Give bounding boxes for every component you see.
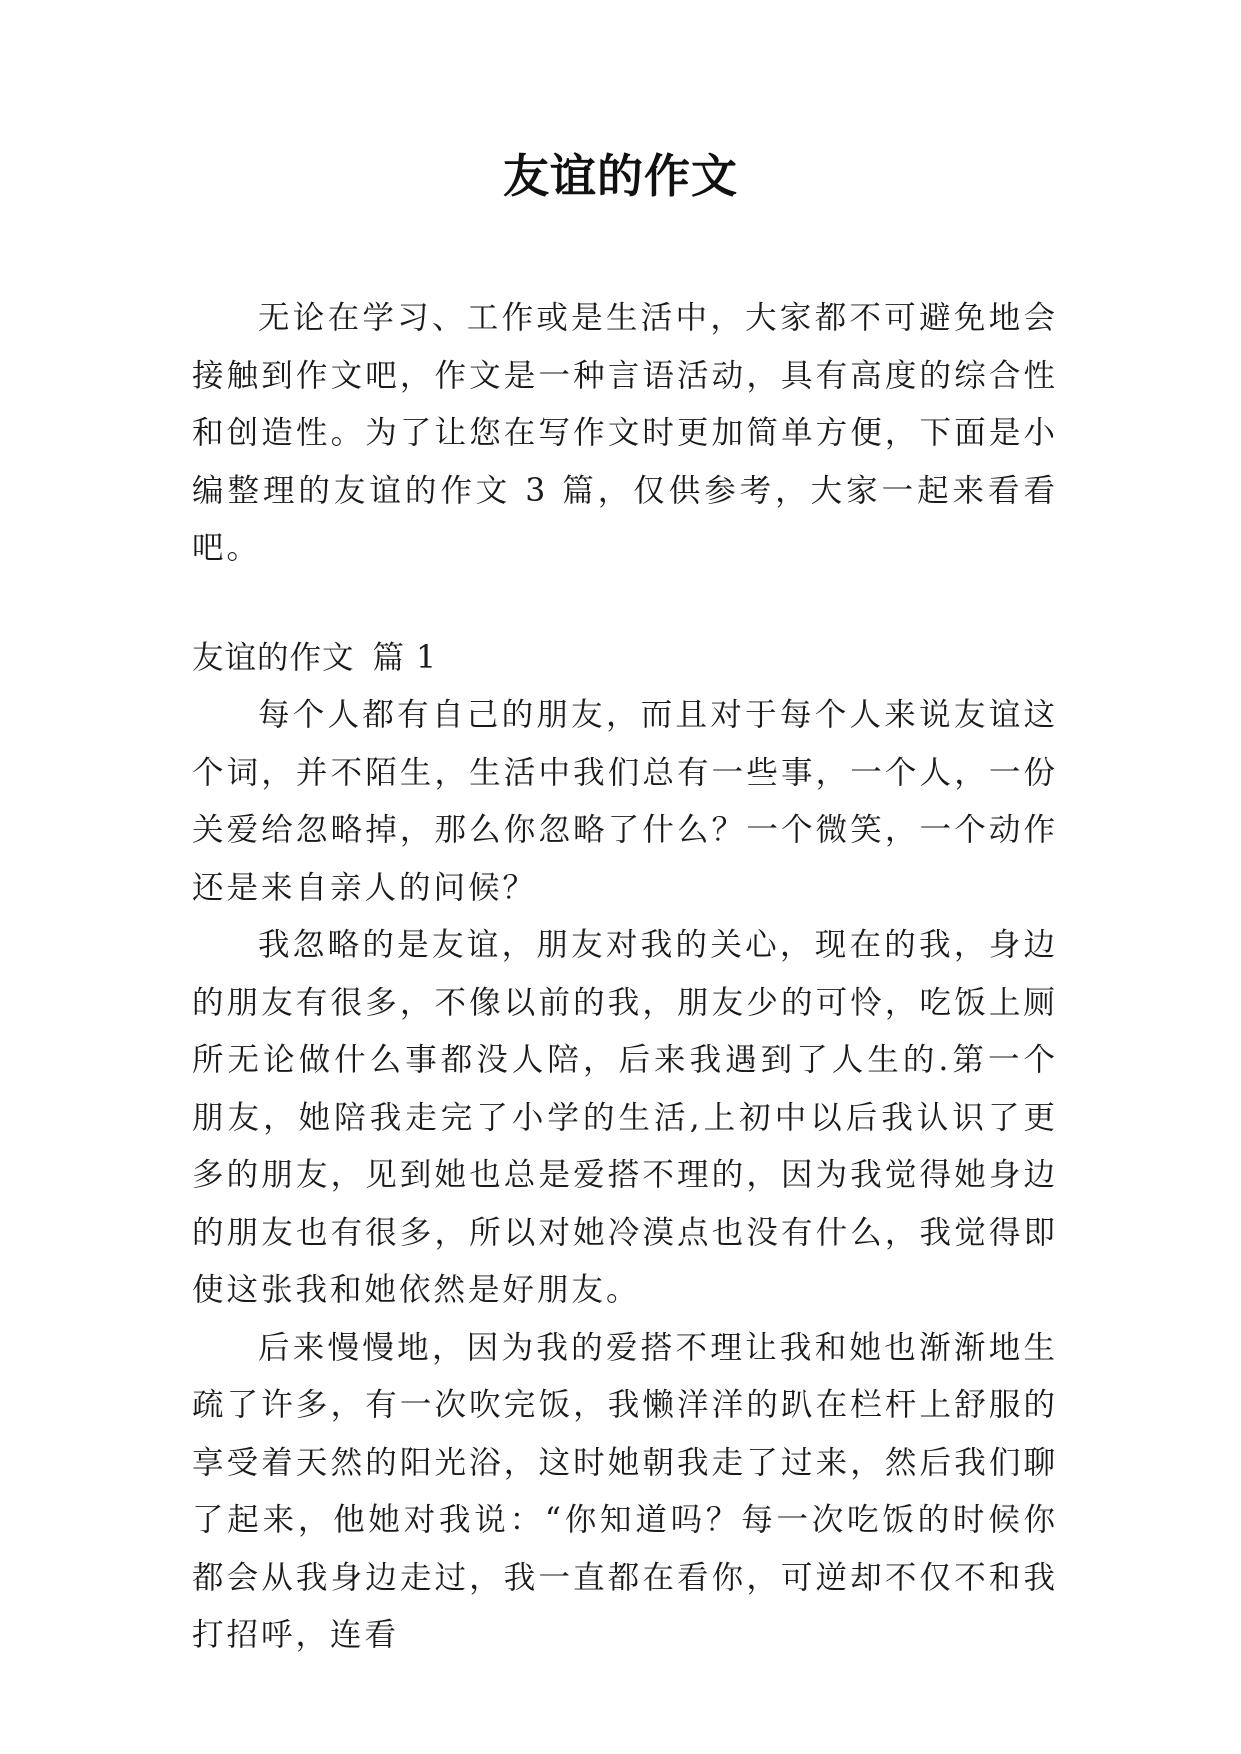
intro-paragraph: 无论在学习、工作或是生活中，大家都不可避免地会接触到作文吧，作文是一种言语活动，具有高度的综合性和创造性。为了让您在写作文时更加简单方便，下面是小编整理的友谊的作文 3 篇，仅供参考，大家一起来看看吧。 — [192, 300, 1058, 566]
body-paragraph-1: 每个人都有自己的朋友，而且对于每个人来说友谊这个词，并不陌生，生活中我们总有一些事，一个人，一份关爱给忽略掉，那么你忽略了什么？一个微笑，一个动作还是来自亲人的问候？ — [192, 697, 1058, 906]
section-heading — [192, 630, 1058, 688]
document-title: 友谊的作文 — [503, 149, 738, 203]
section-heading-tag: 篇 1 — [372, 639, 438, 676]
section-heading-title: 友谊的作文 — [192, 639, 355, 676]
body-paragraph-2: 我忽略的是友谊，朋友对我的关心，现在的我，身边的朋友有很多，不像以前的我，朋友少的可怜，吃饭上厕所无论做什么事都没人陪，后来我遇到了人生的.第一个朋友，她陪我走完了小学的生活,上初中以后我认识了更多的朋友，见到她也总是爱搭不理的，因为我觉得她身边的朋友也有很多，所以对她冷漠点也没有什么，我觉得即使这张我和她依然是好朋友。 — [192, 927, 1058, 1308]
document-body — [192, 290, 1058, 1665]
body-paragraph-3: 后来慢慢地，因为我的爱搭不理让我和她也渐渐地生疏了许多，有一次吹完饭，我懒洋洋的趴在栏杆上舒服的享受着天然的阳光浴，这时她朝我走了过来，然后我们聊了起来，他她对我说：“你知道吗？每一次吃饭的时候你都会从我身边走过，我一直都在看你，可逆却不仅不和我打招呼，连看 — [192, 1329, 1058, 1653]
